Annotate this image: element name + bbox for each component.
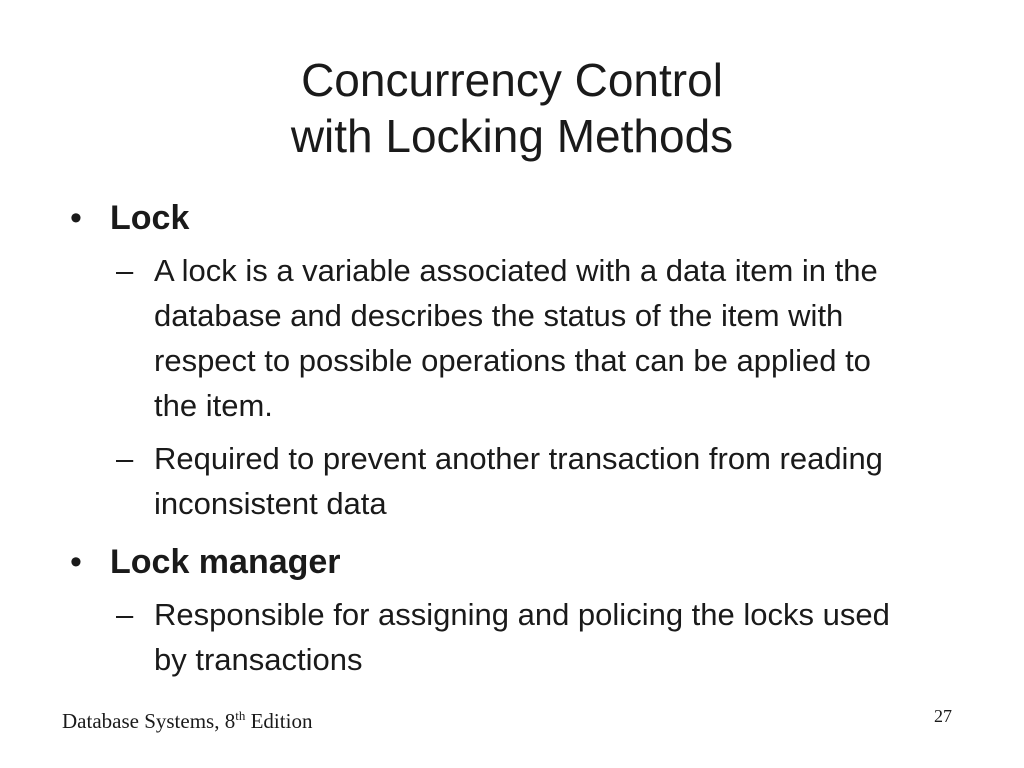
- slide-title-line-2: with Locking Methods: [290, 110, 734, 162]
- bullet-label: Lock manager: [110, 543, 341, 581]
- footer-book-sup: th: [235, 708, 246, 723]
- footer-book-suffix: Edition: [245, 709, 313, 733]
- sub-bullet-text: A lock is a variable associated with a data item in the database and describes the status of the item with respect to possible operations that can be applied to the item.: [154, 253, 878, 423]
- bullet-lock: [70, 196, 970, 240]
- sub-bullet: [110, 248, 904, 428]
- footer-book-title: [62, 708, 312, 734]
- dash-icon: –: [116, 441, 134, 476]
- footer-book-prefix: Database Systems, 8: [62, 709, 236, 733]
- bullet-lock-manager: [70, 540, 970, 584]
- slide-content: [70, 196, 970, 690]
- dash-icon: –: [116, 597, 134, 632]
- sub-bullet-text: Required to prevent another transaction from reading inconsistent data: [154, 441, 883, 521]
- sub-bullet: [110, 436, 904, 526]
- dash-icon: –: [116, 253, 134, 288]
- page-number: 27: [934, 706, 952, 726]
- bullet-icon: •: [70, 199, 82, 237]
- bullet-icon: •: [70, 543, 82, 581]
- sub-bullet-text: Responsible for assigning and policing the locks used by transactions: [154, 597, 890, 677]
- bullet-label: Lock: [110, 199, 190, 237]
- slide-title: [0, 52, 1024, 164]
- slide-title-line-1: Concurrency Control: [301, 54, 723, 106]
- sub-bullet: [110, 592, 904, 682]
